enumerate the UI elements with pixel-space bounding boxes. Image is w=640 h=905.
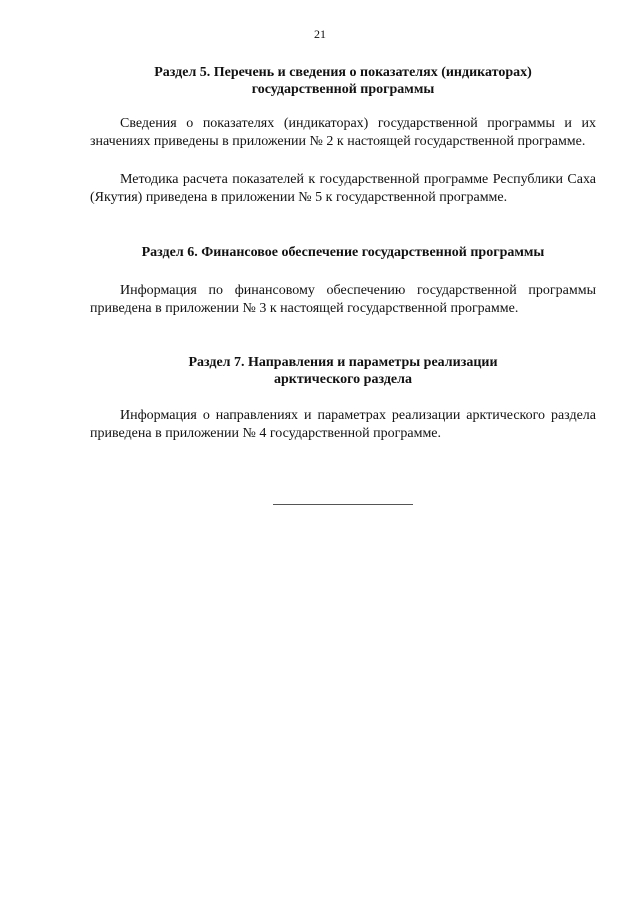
section-6-title xyxy=(90,244,596,261)
section-7-title-line1: Раздел 7. Направления и параметры реализации xyxy=(188,355,498,370)
section-7-title xyxy=(90,354,596,388)
section-5-paragraph-2: Методика расчета показателей к государственной программе Республики Саха (Якутия) приведена в приложении № 5 к государственной программе. xyxy=(90,172,596,205)
section-7-paragraph-1: Информация о направлениях и параметрах реализации арктического раздела приведена в приложении № 4 государственной программе. xyxy=(90,408,596,441)
page-number: 21 xyxy=(314,27,326,41)
section-5-title-line2: государственной программы xyxy=(251,82,435,97)
section-7-title-line2: арктического раздела xyxy=(274,372,412,387)
section-5-title xyxy=(90,64,596,98)
closing-rule xyxy=(273,504,413,505)
section-6-paragraph-1: Информация по финансовому обеспечению государственной программы приведена в приложении № 3 к настоящей государственной программе. xyxy=(90,283,596,316)
section-5-paragraph-1: Сведения о показателях (индикаторах) государственной программы и их значениях приведены в приложении № 2 к настоящей государственной программе. xyxy=(90,116,596,149)
section-6-title-line1: Раздел 6. Финансовое обеспечение государственной программы xyxy=(141,245,545,260)
section-5-title-line1: Раздел 5. Перечень и сведения о показателях (индикаторах) xyxy=(154,65,532,80)
